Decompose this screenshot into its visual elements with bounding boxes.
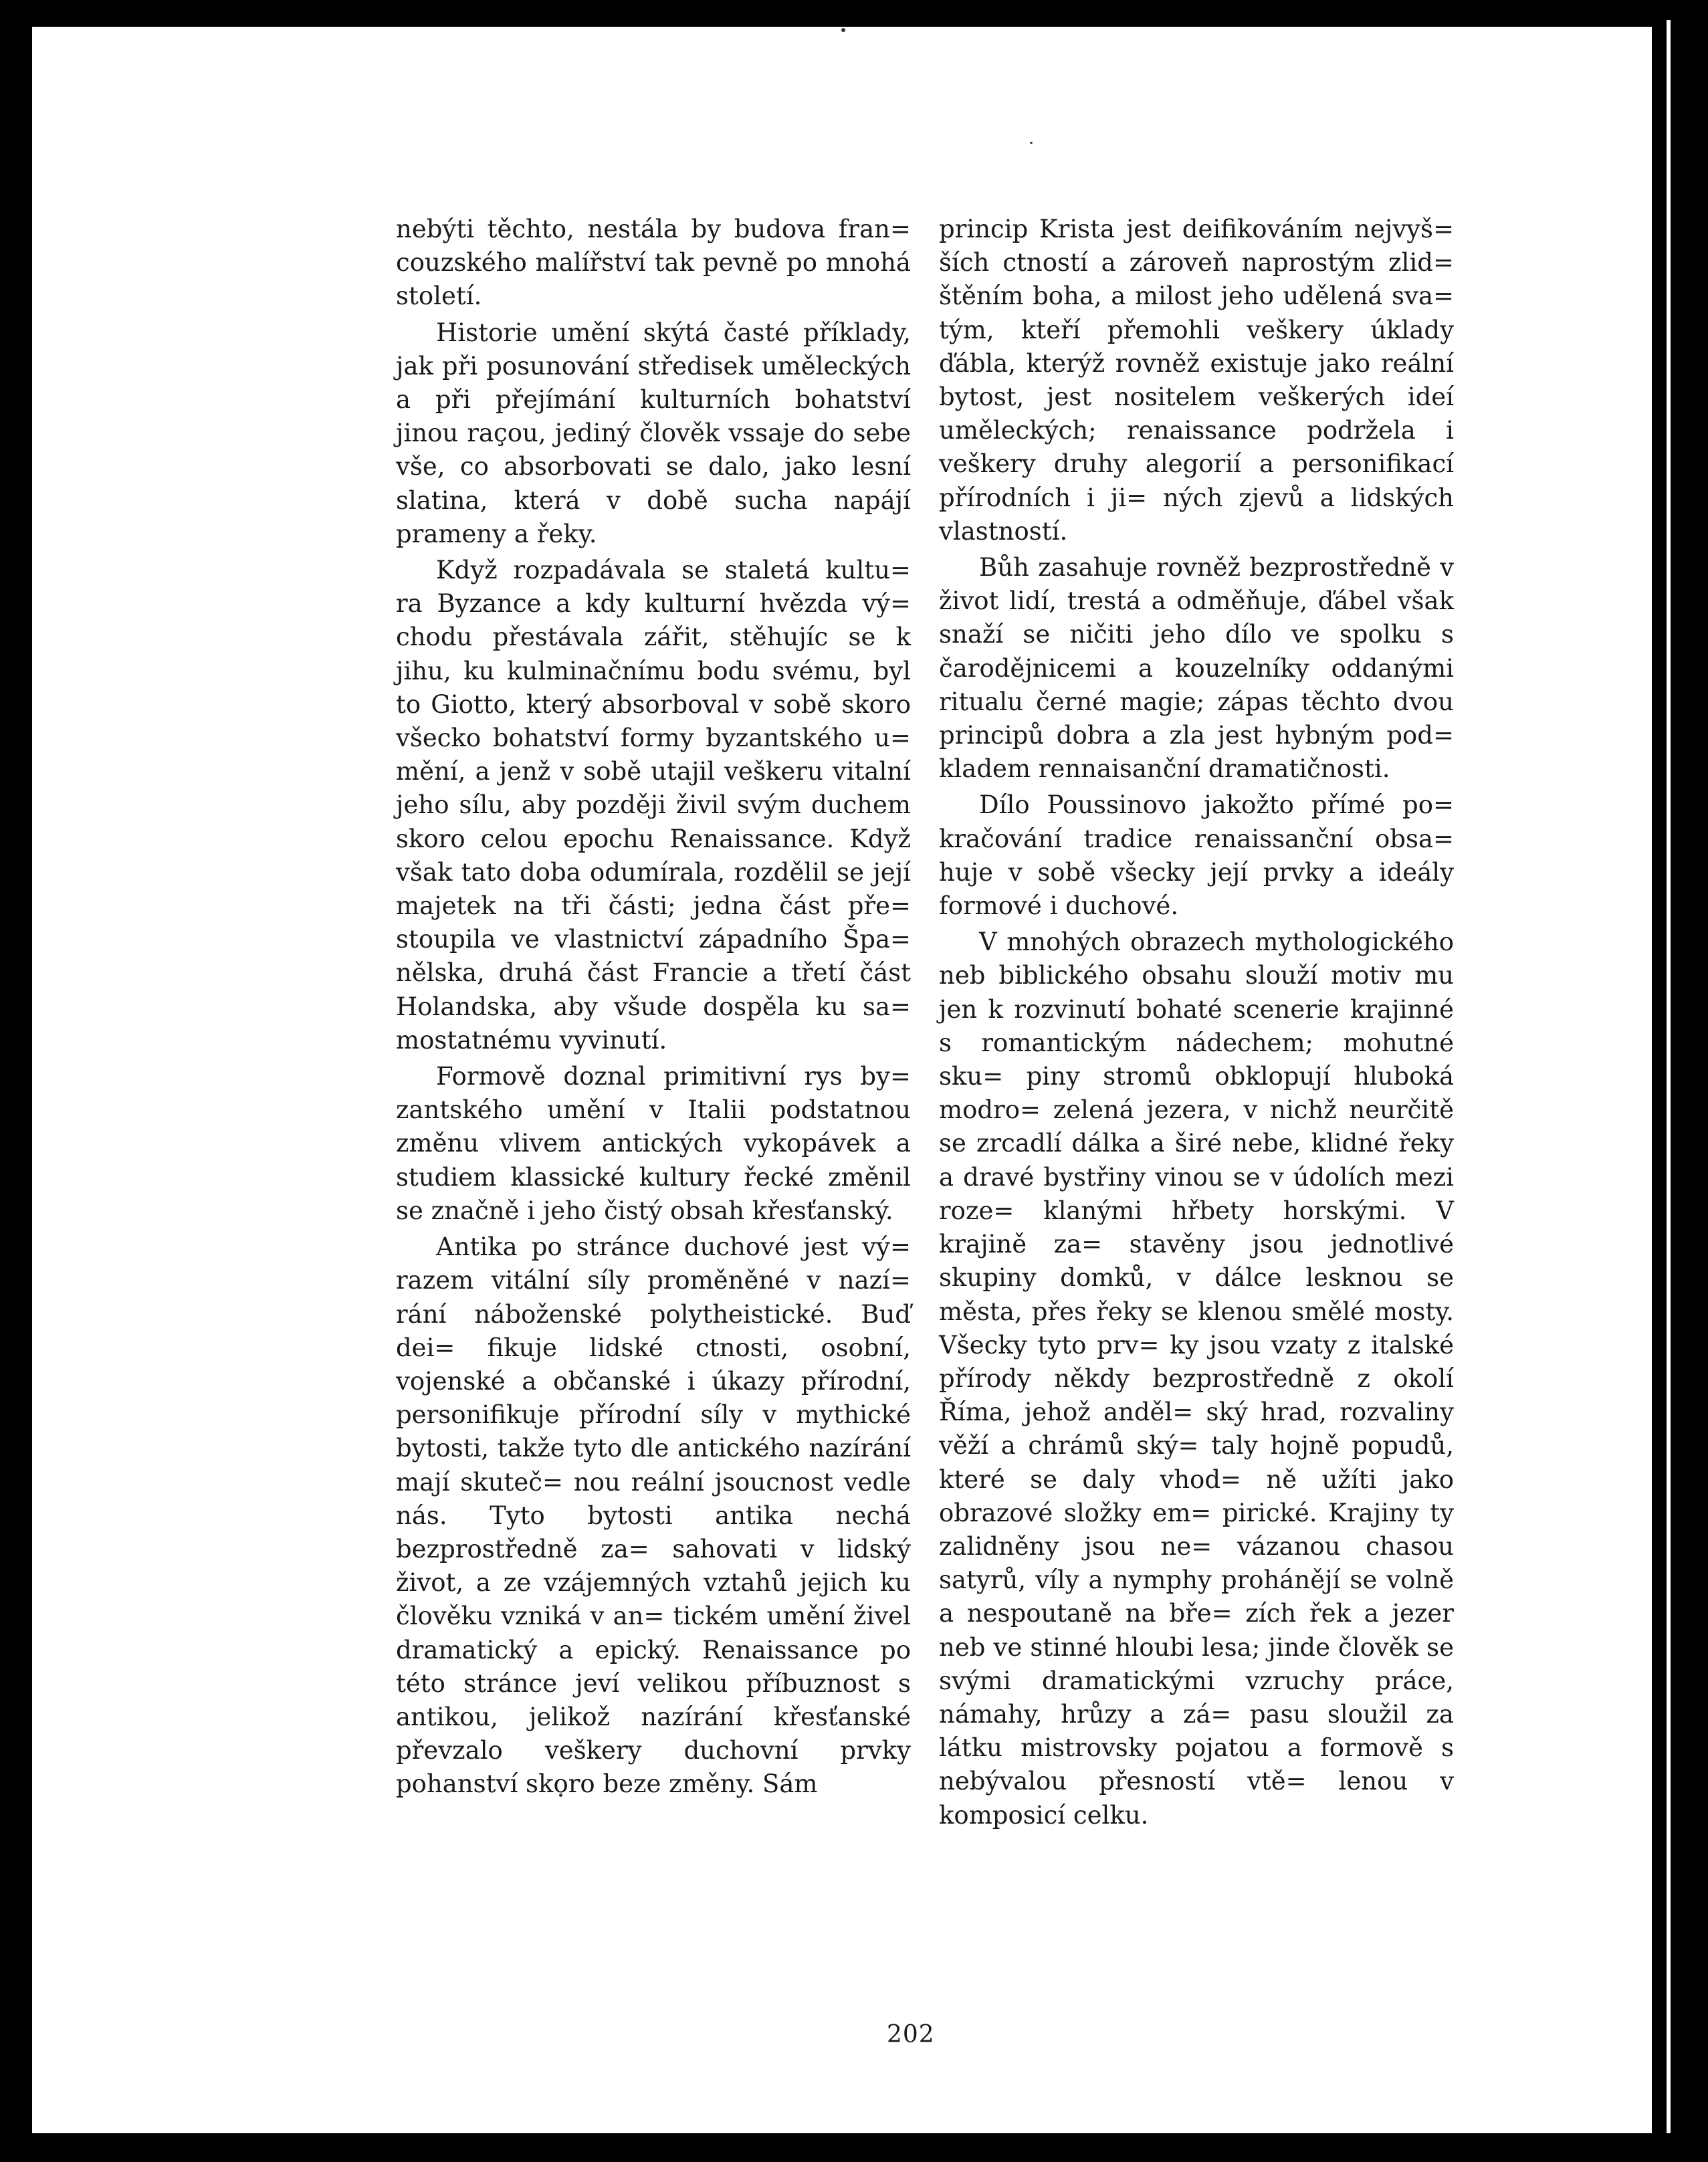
page-number: 202 — [887, 2021, 935, 2048]
text-column-right — [939, 213, 1454, 1835]
scan-speck — [841, 28, 845, 32]
page-edge-shadow — [1652, 0, 1708, 2162]
paragraph: V mnohých obrazech mythologického neb biblického obsahu slouží motiv mu jen k rozvinutí bohaté scenerie krajinné s romantickým nádechem; mohutné sku= piny stromů obklopují hluboká modro= zelená jezera, v nichž neurčitě se zrcadlí dálka a širé nebe, klidné řeky a dravé bystřiny vinou se v údolích mezi roze= klanými hřbety horskými. V krajině za= stavěny jsou jednotlivé skupiny domků, v dálce lesknou se města, přes řeky se klenou smělé mosty. Všecky tyto prv= ky jsou vzaty z italské přírody někdy bezprostředně z okolí Říma, jehož anděl= ský hrad, rozvaliny věží a chrámů ský= taly hojně popudů, které se daly vhod= ně užíti jako obrazové složky em= pirické. Krajiny ty zalidněny jsou ne= vázanou chasou satyrů, víly a nymphy prohánějí se volně a nespoutaně na bře= zích řek a jezer neb ve stinné hloubi lesa; jinde člověk se svými dramatickými vzruchy práce, námahy, hrůzy a zá= pasu sloužil za látku mistrovsky pojatou a formově s nebývalou přesností vtě= lenou v komposicí celku. — [939, 928, 1454, 1830]
paragraph: princip Krista jest deifikováním nejvyš= ších ctností a zároveň naprostým zlid= štěním boha, a milost jeho udělená sva= tým, kteří přemohli veškery úklady ďábla, kterýž rovněž existuje jako reální bytost, jest nositelem veškerých ideí uměleckých; renaissance podržela i veškery druhy alegorií a personifikací přírodních i ji= ných zjevů a lidských vlastností. — [939, 215, 1454, 546]
paragraph: Bůh zasahuje rovněž bezprostředně v život lidí, trestá a odměňuje, ďábel však snaží se ničiti jeho dílo ve spolku s čarodějnicemi a kouzelníky oddanými ritualu černé magie; zápas těchto dvou principů dobra a zla jest hybným pod= kladem rennaisanční dramatičnosti. — [939, 553, 1454, 784]
paragraph: Antika po stránce duchové jest vý= razem vitální síly proměněné v nazí= rání náboženské polytheistické. Buď dei= fikuje lidské ctnosti, osobní, vojenské a občanské i úkazy přírodní, personifikuje přírodní síly v mythické bytosti, takže tyto dle antického nazírání mají skuteč= nou reální jsoucnost vedle nás. Tyto bytosti antika nechá bezprostředně za= sahovati v lidský život, a ze vzájemných vztahů jejich ku člověku vzniká v an= tickém umění živel dramatický a epický. Renaissance po této stránce jeví velikou příbuznost s antikou, jelikož nazírání křesťanské převzalo veškery duchovní prvky pohanství skoro beze změny. Sám — [396, 1232, 911, 1799]
scan-speck — [1030, 142, 1033, 144]
paragraph: Formově doznal primitivní rys by= zantského umění v Italii podstatnou změnu vlivem antických vykopávek a studiem klassické kultury řecké změnil se značně i jeho čistý obsah křesťanský. — [396, 1062, 911, 1225]
paragraph: Když rozpadávala se staletá kultu= ra Byzance a kdy kulturní hvězda vý= chodu přestávala zářit, stěhujíc se k jihu, ku kulminačnímu bodu svému, byl to Giotto, který absorboval v sobě skoro všecko bohatství formy byzantského u= mění, a jenž v sobě utajil veškeru vitalní jeho sílu, aby později živil svým duchem skoro celou epochu Renaissance. Když však tato doba odumírala, rozdělil se její majetek na tři části; jedna část pře= stoupila ve vlastnictví západního Špa= nělska, druhá část Francie a třetí část Holandska, aby všude dospěla ku sa= mostatnému vyvinutí. — [396, 556, 911, 1055]
paragraph: Dílo Poussinovo jakožto přímé po= kračování tradice renaissanční obsa= huje v sobě všecky její prvky a ideály formové i duchové. — [939, 790, 1454, 921]
text-column-left — [396, 213, 911, 1804]
paragraph: Historie umění skýtá časté příklady, jak při posunování středisek uměleckých a při přejímání kulturních bohatství jinou raçou, jediný člověk vssaje do sebe vše, co absorbovati se dalo, jako lesní slatina, která v době sucha napájí prameny a řeky. — [396, 318, 911, 548]
binding-edge-line — [1667, 20, 1671, 2133]
paragraph: nebýti těchto, nestála by budova fran= couzského malířství tak pevně po mnohá století. — [396, 215, 911, 311]
